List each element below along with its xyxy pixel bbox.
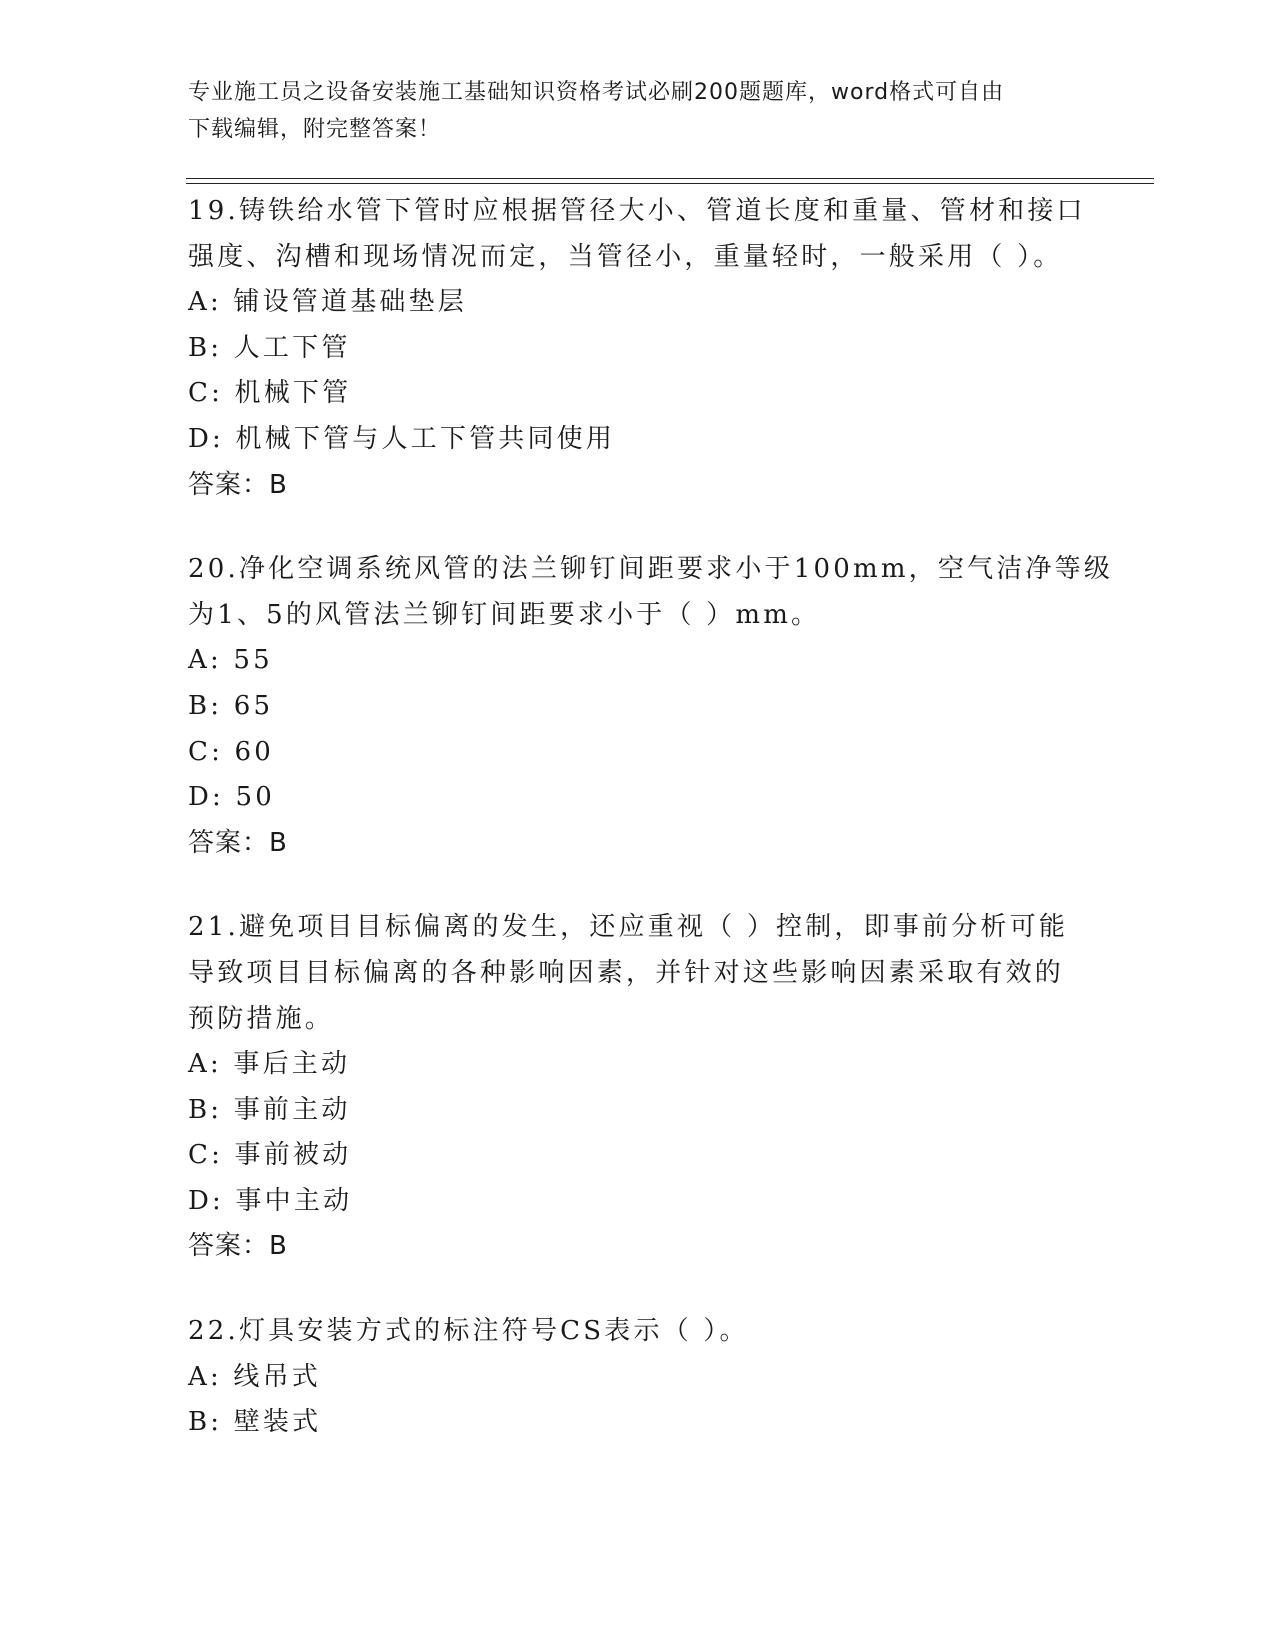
question-list: [188, 189, 1114, 1485]
answer: 答案：B: [188, 1231, 288, 1262]
question-text: 导致项目目标偏离的各种影响因素，并针对这些影响因素采取有效的: [188, 957, 1065, 988]
option-c: C: 60: [188, 736, 275, 767]
document-header: [188, 74, 1068, 148]
question-21: [188, 905, 1088, 1270]
header-divider-bottom: [186, 183, 1154, 184]
option-d: D: 事中主动: [188, 1185, 353, 1216]
option-d: D: 机械下管与人工下管共同使用: [188, 423, 616, 454]
answer: 答案：B: [188, 469, 288, 500]
question-text: 20.净化空调系统风管的法兰铆钉间距要求小于100mm，空气洁净等级: [188, 554, 1114, 585]
option-a: A: 铺设管道基础垫层: [188, 287, 468, 318]
question-text: 强度、沟槽和现场情况而定，当管径小，重量轻时，一般采用（ ）。: [188, 241, 1063, 272]
header-line-2: 下载编辑，附完整答案！: [188, 117, 442, 142]
question-text: 21.避免项目目标偏离的发生，还应重视（ ）控制，即事前分析可能: [188, 912, 1069, 943]
question-19: [188, 189, 1088, 508]
option-b: B: 65: [188, 690, 274, 721]
question-text: 22.灯具安装方式的标注符号CS表示（ ）。: [188, 1316, 749, 1347]
header-line-1: 专业施工员之设备安装施工基础知识资格考试必刷200题题库，word格式可自由: [188, 80, 1005, 105]
header-divider-top: [186, 178, 1154, 179]
question-20: [188, 547, 1114, 866]
option-b: B: 事前主动: [188, 1094, 351, 1125]
question-text: 为1、5的风管法兰铆钉间距要求小于（ ）mm。: [188, 599, 821, 630]
option-c: C: 事前被动: [188, 1140, 352, 1171]
question-text: 预防措施。: [188, 1003, 335, 1034]
answer: 答案：B: [188, 827, 288, 858]
option-d: D: 50: [188, 782, 275, 813]
question-text: 19.铸铁给水管下管时应根据管径大小、管道长度和重量、管材和接口: [188, 196, 1086, 226]
option-c: C: 机械下管: [188, 378, 352, 409]
option-b: B: 人工下管: [188, 332, 351, 363]
option-a: A: 线吊式: [188, 1361, 322, 1392]
question-22: [188, 1309, 1088, 1446]
option-a: A: 55: [188, 645, 273, 676]
option-a: A: 事后主动: [188, 1049, 351, 1080]
option-b: B: 壁装式: [188, 1407, 322, 1438]
